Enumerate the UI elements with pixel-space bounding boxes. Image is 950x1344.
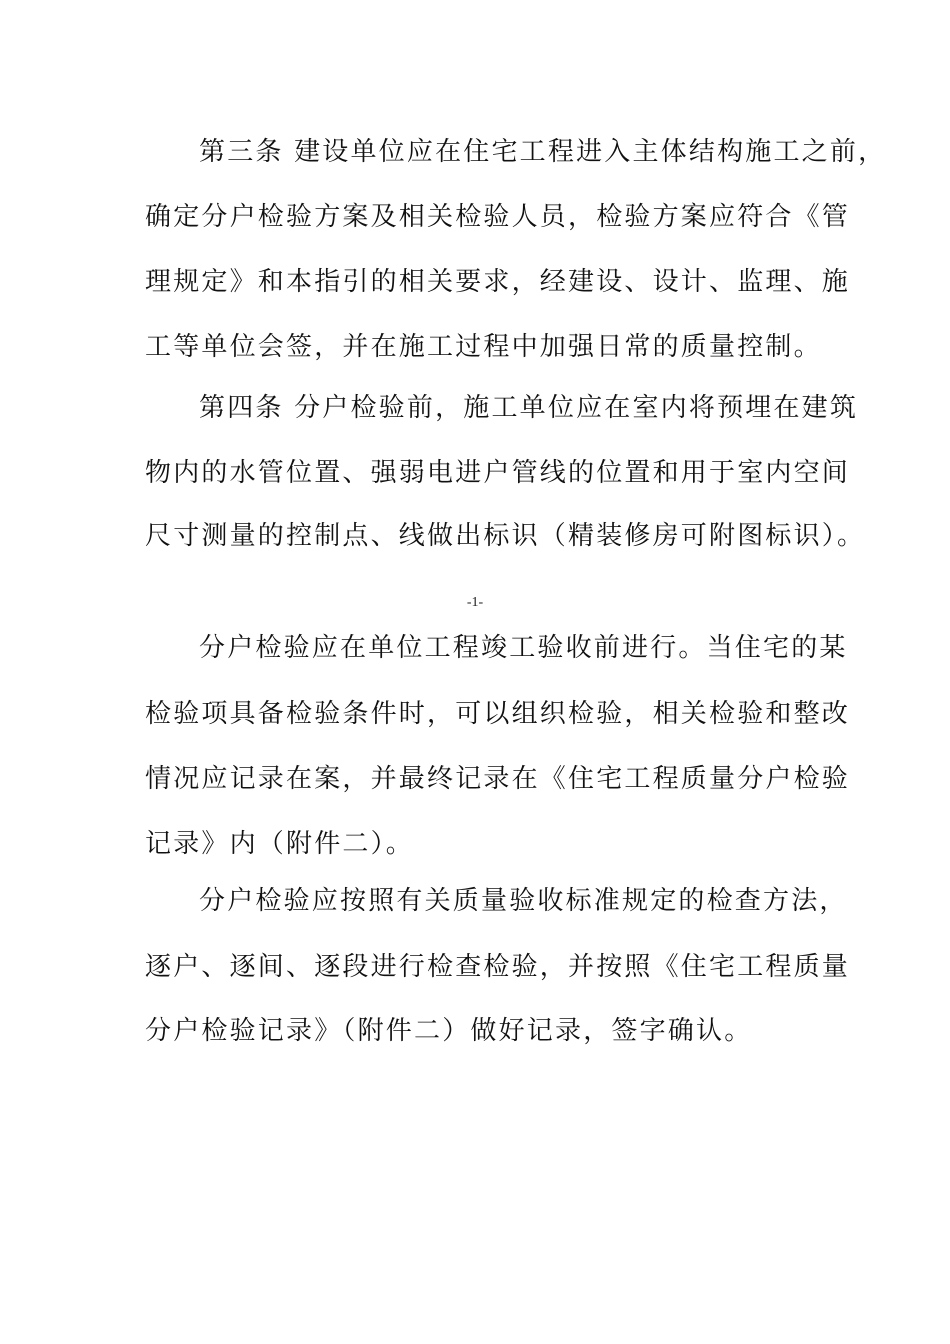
- paragraph-article-3-line-4: 工等单位会签，并在施工过程中加强日常的质量控制。: [145, 332, 822, 362]
- paragraph-inspection-timing-line-3: 情况应记录在案，并最终记录在《住宅工程质量分户检验: [145, 764, 851, 794]
- paragraph-inspection-method-line-3: 分户检验记录》（附件二）做好记录，签字确认。: [145, 1016, 753, 1046]
- page-number: -1-: [466, 595, 484, 610]
- paragraph-inspection-method-line-2: 逐户、逐间、逐段进行检查检验，并按照《住宅工程质量: [145, 952, 851, 982]
- paragraph-article-4-line-3: 尺寸测量的控制点、线做出标识（精装修房可附图标识）。: [145, 521, 866, 551]
- paragraph-inspection-timing-line-4: 记录》内（附件二）。: [145, 829, 415, 859]
- paragraph-article-4-line-2: 物内的水管位置、强弱电进户管线的位置和用于室内空间: [145, 458, 851, 488]
- paragraph-inspection-timing-line-2: 检验项具备检验条件时，可以组织检验，相关检验和整改: [145, 699, 851, 729]
- paragraph-inspection-method-line-1: 分户检验应按照有关质量验收标准规定的检查方法，: [199, 886, 848, 916]
- paragraph-inspection-timing-line-1: 分户检验应在单位工程竣工验收前进行。当住宅的某: [199, 633, 848, 663]
- paragraph-article-3-line-1: 第三条 建设单位应在住宅工程进入主体结构施工之前，: [199, 137, 887, 167]
- paragraph-article-3-line-2: 确定分户检验方案及相关检验人员，检验方案应符合《管: [145, 202, 851, 232]
- paragraph-article-4-line-1: 第四条 分户检验前，施工单位应在室内将预埋在建筑: [199, 393, 859, 423]
- paragraph-article-3-line-3: 理规定》和本指引的相关要求，经建设、设计、监理、施: [145, 267, 851, 297]
